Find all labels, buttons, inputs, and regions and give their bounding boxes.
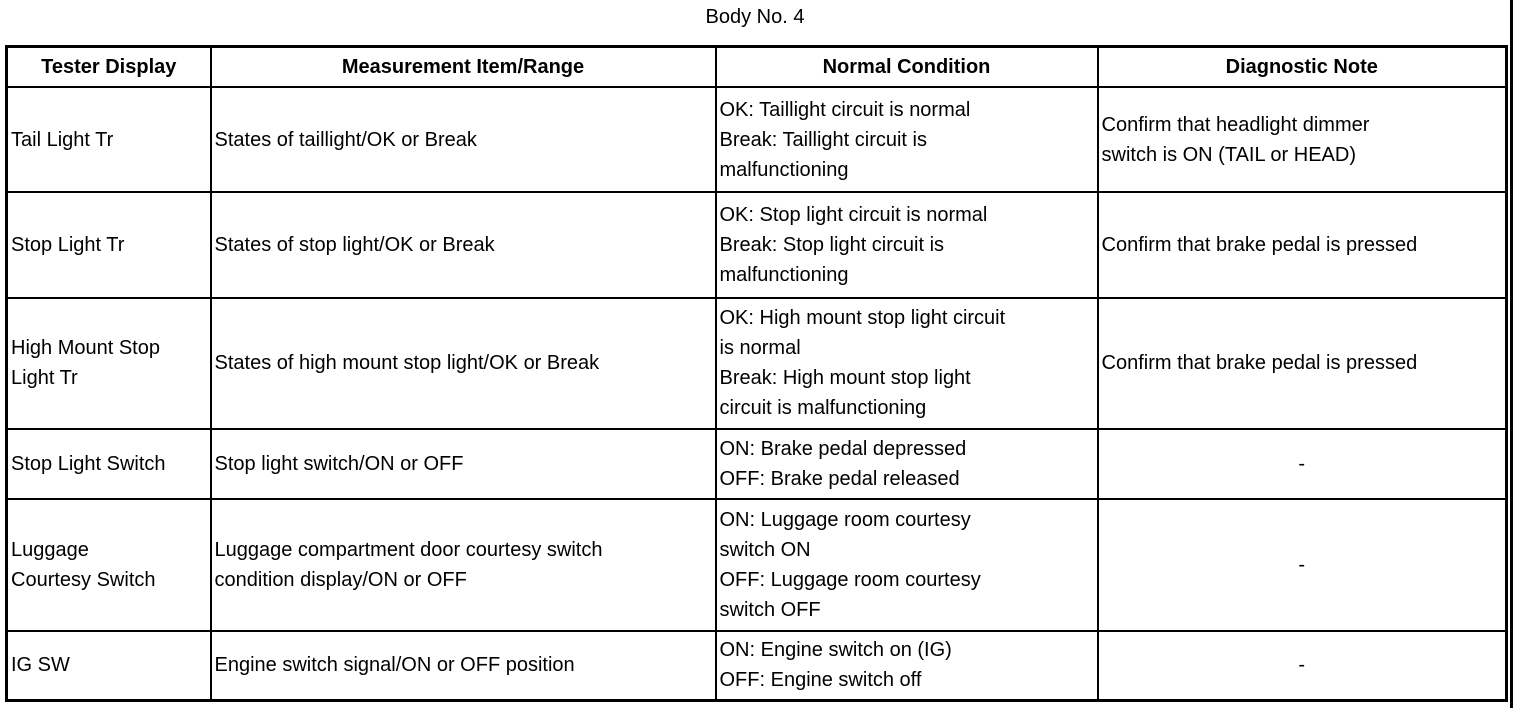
cell-tester-display bbox=[7, 631, 211, 701]
header-measurement-item: Measurement Item/Range bbox=[211, 47, 716, 88]
table-row bbox=[7, 298, 1507, 430]
cell-line: Stop Light Tr bbox=[11, 233, 125, 256]
cell-line: States of high mount stop light/OK or Break bbox=[214, 352, 600, 375]
cell-tester-display bbox=[7, 87, 211, 192]
cell-line: States of taillight/OK or Break bbox=[214, 128, 477, 151]
cell-measurement bbox=[211, 499, 716, 631]
table-row bbox=[7, 499, 1507, 631]
cell-tester-display bbox=[7, 192, 211, 297]
cell-line: Light Tr bbox=[11, 367, 78, 390]
table-row bbox=[7, 192, 1507, 297]
cell-line: Courtesy Switch bbox=[11, 568, 156, 591]
cell-line: Tail Light Tr bbox=[11, 128, 114, 151]
table-header-row bbox=[7, 47, 1507, 88]
cell-diagnostic-note bbox=[1098, 499, 1507, 631]
cell-line: ON: Brake pedal depressed bbox=[719, 438, 967, 461]
cell-line: malfunctioning bbox=[719, 263, 849, 286]
cell-line: ON: Engine switch on (IG) bbox=[719, 639, 952, 662]
cell-line: OFF: Brake pedal released bbox=[719, 468, 960, 491]
right-border-rule bbox=[1510, 0, 1513, 708]
cell-diagnostic-note bbox=[1098, 429, 1507, 499]
cell-line: Confirm that brake pedal is pressed bbox=[1101, 233, 1418, 256]
table-row bbox=[7, 87, 1507, 192]
cell-line: OFF: Engine switch off bbox=[719, 669, 922, 692]
cell-line: OK: High mount stop light circuit bbox=[719, 307, 1006, 330]
cell-line: Luggage bbox=[11, 538, 89, 561]
cell-line: OFF: Luggage room courtesy bbox=[719, 568, 981, 591]
cell-line: switch ON bbox=[719, 538, 811, 561]
cell-line: switch OFF bbox=[719, 598, 821, 621]
header-tester-display: Tester Display bbox=[7, 47, 211, 88]
cell-line: Stop light switch/ON or OFF bbox=[214, 453, 464, 476]
cell-line: OK: Taillight circuit is normal bbox=[719, 98, 971, 121]
cell-diagnostic-note bbox=[1098, 298, 1507, 430]
data-list-table bbox=[5, 45, 1508, 702]
cell-line: Confirm that headlight dimmer bbox=[1101, 113, 1370, 136]
cell-normal-condition bbox=[716, 192, 1098, 297]
cell-tester-display bbox=[7, 429, 211, 499]
cell-line: IG SW bbox=[11, 654, 70, 677]
cell-tester-display bbox=[7, 298, 211, 430]
cell-line: Break: Taillight circuit is bbox=[719, 128, 927, 151]
cell-measurement bbox=[211, 631, 716, 701]
cell-diagnostic-note bbox=[1098, 192, 1507, 297]
page-caption: Body No. 4 bbox=[705, 6, 805, 28]
cell-line: is normal bbox=[719, 337, 801, 360]
cell-normal-condition bbox=[716, 298, 1098, 430]
cell-line: High Mount Stop bbox=[11, 337, 160, 360]
cell-measurement bbox=[211, 87, 716, 192]
cell-line: - bbox=[1298, 453, 1306, 476]
cell-measurement bbox=[211, 429, 716, 499]
cell-line: switch is ON (TAIL or HEAD) bbox=[1101, 143, 1356, 166]
cell-line: States of stop light/OK or Break bbox=[214, 233, 495, 256]
cell-normal-condition bbox=[716, 429, 1098, 499]
table-row bbox=[7, 631, 1507, 701]
cell-diagnostic-note bbox=[1098, 631, 1507, 701]
cell-line: Engine switch signal/ON or OFF position bbox=[214, 654, 575, 677]
cell-line: - bbox=[1298, 553, 1306, 576]
cell-measurement bbox=[211, 298, 716, 430]
header-normal-condition: Normal Condition bbox=[716, 47, 1098, 88]
cell-diagnostic-note bbox=[1098, 87, 1507, 192]
table-row bbox=[7, 429, 1507, 499]
cell-line: OK: Stop light circuit is normal bbox=[719, 203, 988, 226]
cell-line: ON: Luggage room courtesy bbox=[719, 508, 971, 531]
cell-line: Luggage compartment door courtesy switch bbox=[214, 538, 603, 561]
cell-tester-display bbox=[7, 499, 211, 631]
cell-normal-condition bbox=[716, 631, 1098, 701]
cell-line: circuit is malfunctioning bbox=[719, 397, 927, 420]
cell-normal-condition bbox=[716, 87, 1098, 192]
cell-line: Break: Stop light circuit is bbox=[719, 233, 945, 256]
cell-line: Stop Light Switch bbox=[11, 453, 166, 476]
header-diagnostic-note: Diagnostic Note bbox=[1098, 47, 1507, 88]
cell-line: Break: High mount stop light bbox=[719, 367, 971, 390]
cell-line: malfunctioning bbox=[719, 158, 849, 181]
cell-line: Confirm that brake pedal is pressed bbox=[1101, 352, 1418, 375]
cell-line: condition display/ON or OFF bbox=[214, 568, 467, 591]
cell-measurement bbox=[211, 192, 716, 297]
cell-line: - bbox=[1298, 654, 1306, 677]
cell-normal-condition bbox=[716, 499, 1098, 631]
